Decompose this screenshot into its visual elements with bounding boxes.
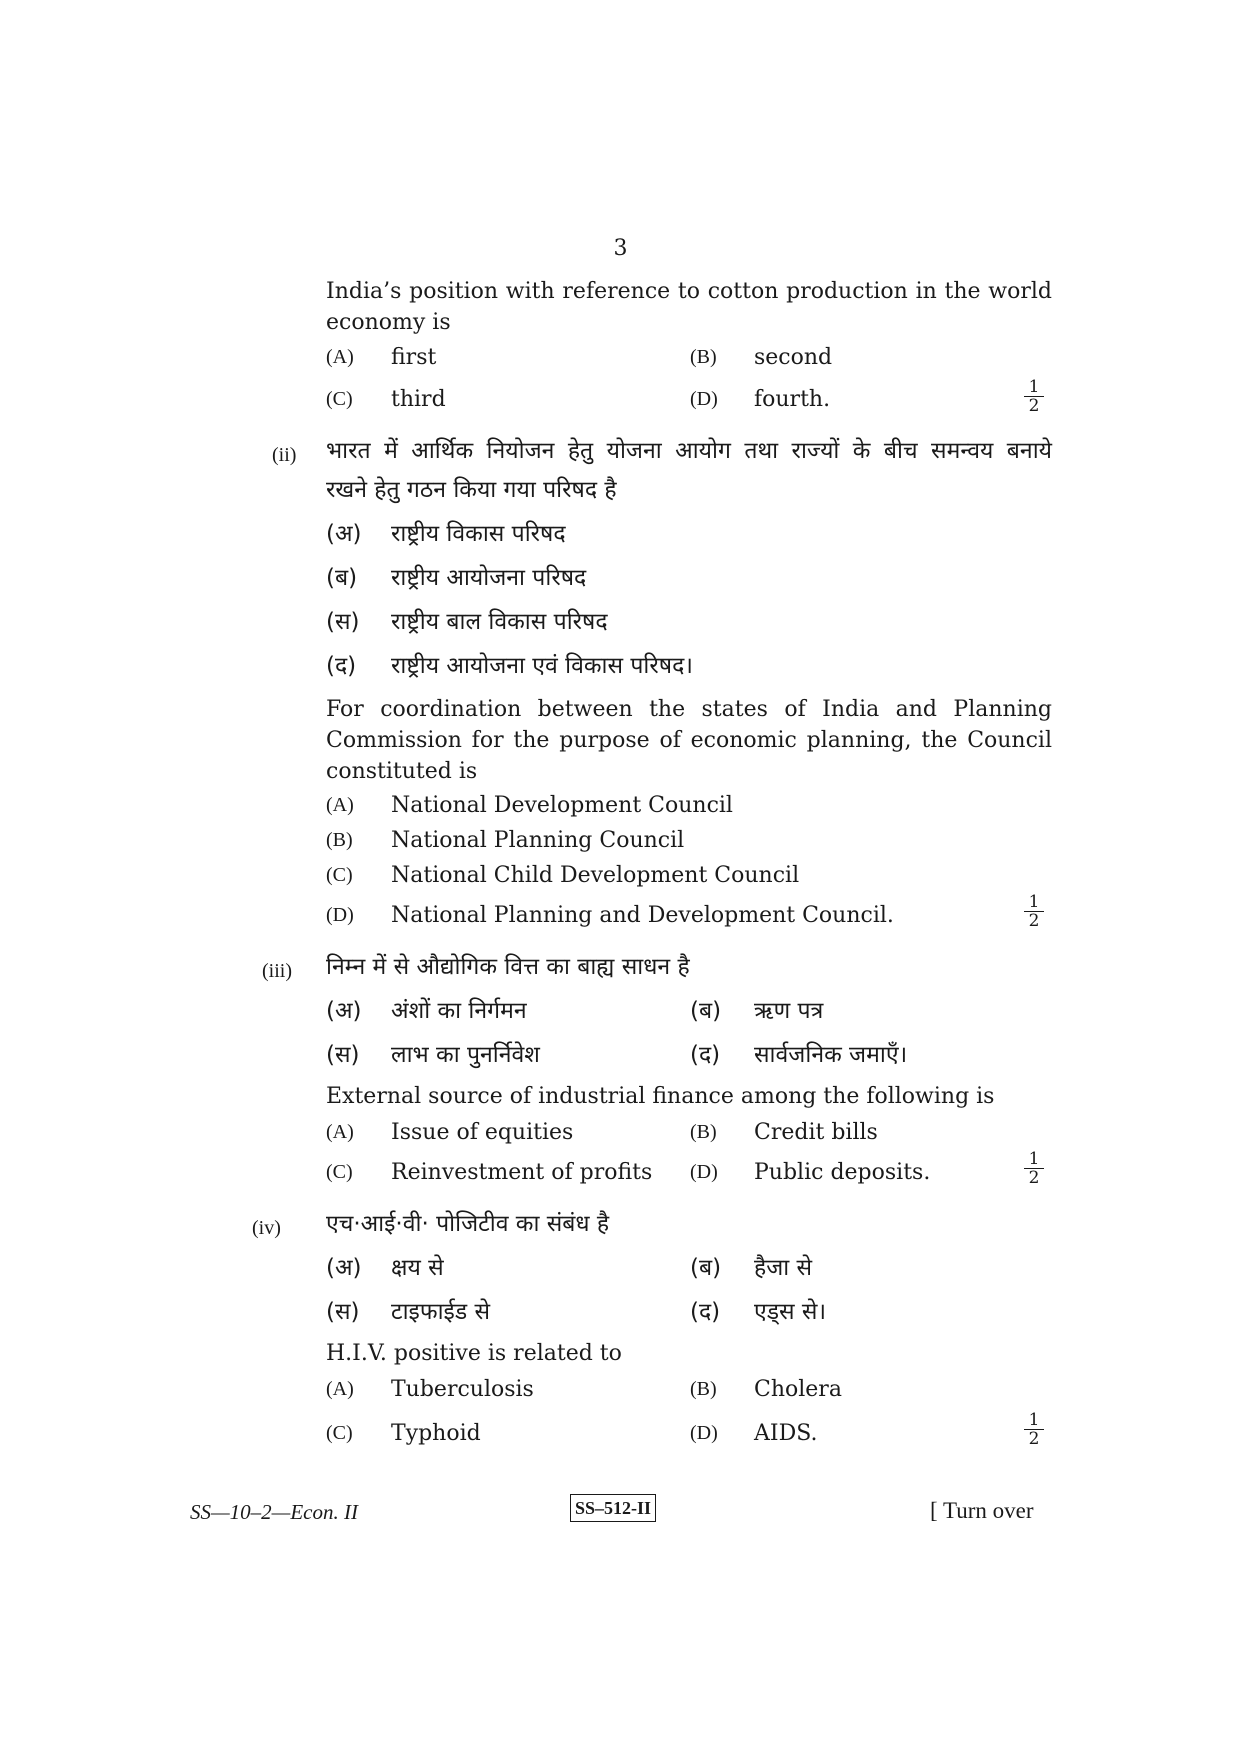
q1-opt-b-label: (B) bbox=[690, 346, 717, 368]
q4-stem-hi: एच·आई·वी· पोजिटीव का संबंध है bbox=[326, 1211, 610, 1237]
q4-opt-a-label: (A) bbox=[326, 1378, 354, 1400]
footer-paper-code: SS—10–2—Econ. II bbox=[190, 1500, 358, 1524]
q4-opt-c-text-hi: टाइफाईड से bbox=[391, 1299, 490, 1325]
q3-opt-c-text: Reinvestment of profits bbox=[391, 1160, 653, 1185]
q3-opt-b-text: Credit bills bbox=[754, 1120, 878, 1145]
q2-stem-en: For coordination between the states of India and Planning Commission for the purpose of economic planning, the Council constituted is bbox=[326, 697, 1052, 784]
q2-opt-d-label-hi: (द) bbox=[326, 653, 357, 679]
q4-opt-a-label-hi: (अ) bbox=[326, 1255, 362, 1281]
q2-opt-d-text-hi: राष्ट्रीय आयोजना एवं विकास परिषद। bbox=[391, 653, 694, 679]
q3-opt-a-label-hi: (अ) bbox=[326, 998, 362, 1024]
q4-opt-b-label: (B) bbox=[690, 1378, 717, 1400]
q3-opt-d-text: Public deposits. bbox=[754, 1160, 931, 1185]
q3-opt-d-text-hi: सार्वजनिक जमाएँ। bbox=[754, 1042, 908, 1068]
q2-stem-hi-line2: रखने हेतु गठन किया गया परिषद है bbox=[326, 477, 617, 503]
q4-marks: 1 2 bbox=[1024, 1411, 1044, 1448]
q1-opt-b-text: second bbox=[754, 345, 833, 370]
q1-opt-c-text: third bbox=[391, 387, 446, 412]
q3-opt-b-text-hi: ऋण पत्र bbox=[754, 998, 824, 1024]
q3-opt-b-label: (B) bbox=[690, 1121, 717, 1143]
q1-opt-a-text: first bbox=[391, 345, 437, 370]
q2-opt-a-label: (A) bbox=[326, 794, 354, 816]
q2-opt-d-label: (D) bbox=[326, 904, 354, 926]
q4-opt-d-label: (D) bbox=[690, 1422, 718, 1444]
q3-marks: 1 2 bbox=[1024, 1150, 1044, 1187]
q3-opt-d-label: (D) bbox=[690, 1161, 718, 1183]
q3-opt-c-label: (C) bbox=[326, 1161, 353, 1183]
q1-opt-d-label: (D) bbox=[690, 388, 718, 410]
q4-opt-c-label-hi: (स) bbox=[326, 1299, 360, 1325]
q2-opt-b-text: National Planning Council bbox=[391, 828, 685, 853]
q4-opt-c-text: Typhoid bbox=[391, 1421, 481, 1446]
q3-opt-c-label-hi: (स) bbox=[326, 1042, 360, 1068]
q2-opt-a-label-hi: (अ) bbox=[326, 521, 362, 547]
footer-series-box: SS–512-II bbox=[570, 1494, 656, 1522]
q4-opt-a-text-hi: क्षय से bbox=[391, 1255, 444, 1281]
q4-opt-d-text: AIDS. bbox=[754, 1421, 818, 1446]
q3-opt-d-label-hi: (द) bbox=[690, 1042, 721, 1068]
q4-opt-d-text-hi: एड्स से। bbox=[754, 1299, 827, 1325]
page-number: 3 bbox=[613, 236, 628, 261]
q1-opt-d-text: fourth. bbox=[754, 387, 831, 412]
q2-opt-b-label: (B) bbox=[326, 829, 353, 851]
q2-opt-b-text-hi: राष्ट्रीय आयोजना परिषद bbox=[391, 565, 587, 591]
footer-turn-over: [ Turn over bbox=[930, 1498, 1034, 1523]
q4-stem-en: H.I.V. positive is related to bbox=[326, 1341, 622, 1366]
q3-number: (iii) bbox=[262, 960, 292, 982]
q1-opt-a-label: (A) bbox=[326, 346, 354, 368]
q4-opt-c-label: (C) bbox=[326, 1422, 353, 1444]
q3-opt-c-text-hi: लाभ का पुनर्निवेश bbox=[391, 1042, 540, 1068]
q2-opt-a-text: National Development Council bbox=[391, 793, 733, 818]
q4-number: (iv) bbox=[252, 1217, 281, 1239]
q3-opt-a-text: Issue of equities bbox=[391, 1120, 574, 1145]
q4-opt-b-label-hi: (ब) bbox=[690, 1255, 722, 1281]
q3-stem-hi: निम्न में से औद्योगिक वित्त का बाह्य साधन है bbox=[326, 954, 690, 980]
q4-opt-d-label-hi: (द) bbox=[690, 1299, 721, 1325]
q1-stem-en: India’s position with reference to cotton production in the world economy is bbox=[326, 279, 1052, 335]
q2-opt-d-text: National Planning and Development Council. bbox=[391, 903, 894, 928]
q3-opt-b-label-hi: (ब) bbox=[690, 998, 722, 1024]
q2-opt-a-text-hi: राष्ट्रीय विकास परिषद bbox=[391, 521, 566, 547]
q1-opt-c-label: (C) bbox=[326, 388, 353, 410]
q2-opt-c-label: (C) bbox=[326, 864, 353, 886]
q2-number: (ii) bbox=[272, 444, 297, 466]
q4-opt-b-text: Cholera bbox=[754, 1377, 842, 1402]
q2-marks: 1 2 bbox=[1024, 893, 1044, 930]
q3-opt-a-text-hi: अंशों का निर्गमन bbox=[391, 998, 527, 1024]
q2-opt-b-label-hi: (ब) bbox=[326, 565, 358, 591]
q3-stem-en: External source of industrial finance among the following is bbox=[326, 1084, 995, 1109]
q2-opt-c-label-hi: (स) bbox=[326, 609, 360, 635]
q2-opt-c-text: National Child Development Council bbox=[391, 863, 800, 888]
q4-opt-a-text: Tuberculosis bbox=[391, 1377, 534, 1402]
q2-stem-hi-line1: भारत में आर्थिक नियोजन हेतु योजना आयोग तथा राज्यों के बीच समन्वय बनाये bbox=[326, 438, 1052, 464]
q4-opt-b-text-hi: हैजा से bbox=[754, 1255, 813, 1281]
q2-opt-c-text-hi: राष्ट्रीय बाल विकास परिषद bbox=[391, 609, 608, 635]
q1-marks: 1 2 bbox=[1024, 378, 1044, 415]
q3-opt-a-label: (A) bbox=[326, 1121, 354, 1143]
